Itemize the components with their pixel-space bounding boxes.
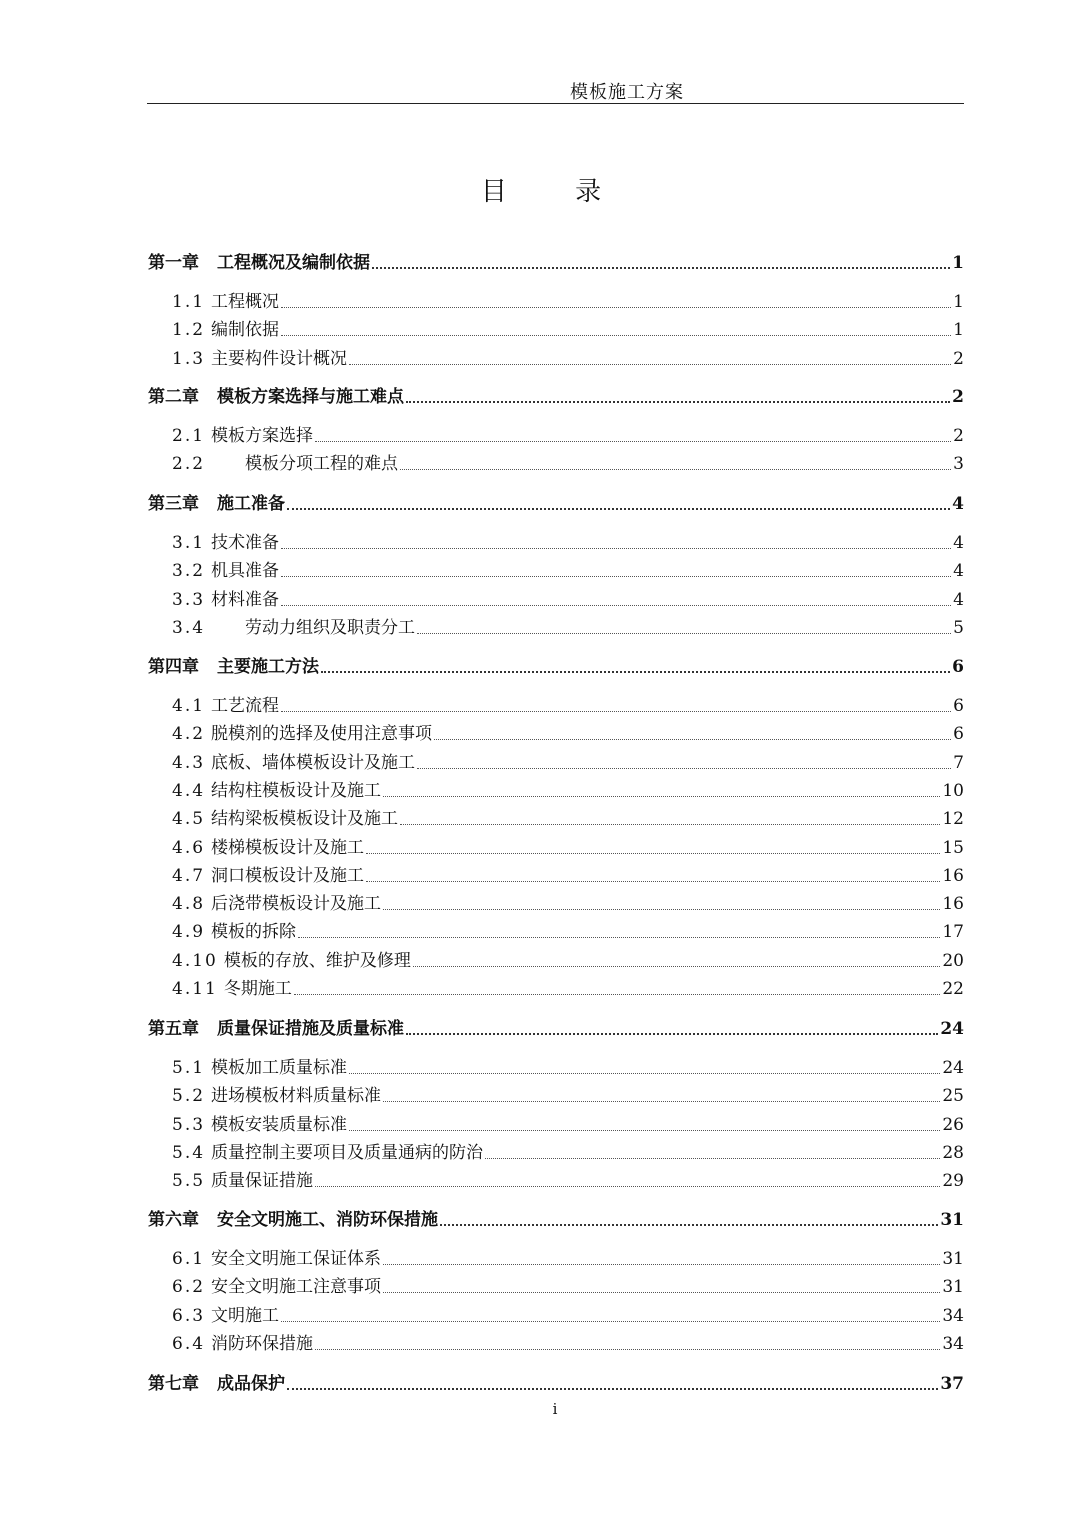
toc-chapter-entry[interactable] [148, 384, 964, 410]
toc-entry-number: 6.4 [172, 1333, 206, 1354]
toc-entry-number: 4.9 [172, 922, 206, 943]
toc-entry-title: 模板分项工程的难点 [245, 454, 399, 475]
toc-entry-number: 第六章 [148, 1210, 199, 1230]
header-rule [147, 103, 964, 104]
dot-leader [281, 605, 951, 606]
dot-leader [383, 1101, 940, 1102]
toc-chapter-entry[interactable] [148, 491, 964, 517]
toc-entry-page-number: 37 [940, 1374, 964, 1394]
toc-entry-title: 安全文明施工注意事项 [211, 1277, 382, 1298]
toc-entry-page-number: 16 [942, 894, 964, 915]
toc-entry-number: 3.1 [172, 533, 206, 553]
toc-entry-number: 1.2 [172, 320, 206, 341]
dot-leader [281, 1321, 940, 1322]
dot-leader [315, 1349, 940, 1350]
toc-entry-number: 4.3 [172, 752, 206, 773]
toc-entry-number: 第三章 [148, 494, 199, 514]
toc-entry-number: 1.3 [172, 348, 206, 369]
dot-leader [321, 671, 950, 673]
toc-section-entry[interactable] [148, 1274, 964, 1300]
toc-entry-page-number: 10 [942, 780, 964, 801]
toc-entry-title: 结构柱模板设计及施工 [211, 780, 382, 801]
toc-chapter-entry[interactable] [148, 1371, 964, 1397]
toc-entry-title: 技术准备 [211, 533, 280, 553]
toc-section-entry[interactable] [148, 863, 964, 889]
toc-entry-page-number: 1 [953, 292, 964, 312]
toc-entry-number: 5.2 [172, 1086, 206, 1107]
toc-entry-page-number: 6 [952, 657, 964, 677]
toc-section-entry[interactable] [148, 835, 964, 861]
toc-chapter-entry[interactable] [148, 654, 964, 680]
dot-leader [366, 881, 940, 882]
toc-entry-page-number: 26 [942, 1114, 964, 1135]
dot-leader [406, 1033, 938, 1035]
toc-entry-page-number: 3 [953, 454, 964, 475]
toc-entry-page-number: 25 [942, 1086, 964, 1107]
toc-title: 目 录 [480, 177, 632, 208]
dot-leader [281, 335, 951, 336]
toc-entry-page-number: 24 [940, 1019, 964, 1039]
toc-entry-title: 成品保护 [217, 1374, 285, 1394]
toc-entry-page-number: 1 [953, 320, 964, 341]
dot-leader [383, 1292, 940, 1293]
toc-entry-number: 6.3 [172, 1305, 206, 1326]
dot-leader [298, 937, 940, 938]
toc-entry-number: 6.2 [172, 1277, 206, 1298]
toc-entry-title: 洞口模板设计及施工 [211, 865, 365, 886]
toc-entry-number: 第五章 [148, 1019, 199, 1039]
toc-entry-title: 文明施工 [211, 1305, 280, 1326]
dot-leader [366, 853, 940, 854]
toc-entry-page-number: 2 [953, 348, 964, 369]
toc-entry-page-number: 31 [942, 1277, 964, 1298]
dot-leader [281, 576, 951, 577]
running-header: 模板施工方案 [570, 82, 684, 103]
toc-entry-title: 模板方案选择与施工难点 [217, 387, 404, 407]
toc-entry-page-number: 4 [952, 494, 964, 514]
toc-entry-number: 2.1 [172, 426, 206, 446]
dot-leader [281, 548, 951, 549]
dot-leader [372, 267, 950, 269]
toc-entry-number: 5.4 [172, 1142, 206, 1163]
toc-section-entry[interactable] [148, 423, 964, 449]
toc-section-entry[interactable] [148, 778, 964, 804]
toc-entry-title: 模板的存放、维护及修理 [223, 950, 411, 971]
toc-section-entry[interactable] [148, 530, 964, 556]
toc-entry-page-number: 34 [942, 1305, 964, 1326]
toc-entry-page-number: 34 [942, 1333, 964, 1354]
toc-entry-page-number: 22 [942, 979, 964, 999]
toc-entry-title: 模板的拆除 [211, 922, 297, 943]
toc-section-entry[interactable] [148, 451, 964, 477]
toc-entry-title: 工程概况及编制依据 [217, 253, 370, 273]
toc-entry-title: 机具准备 [211, 561, 280, 582]
toc-entry-number: 2.2 [172, 454, 206, 475]
toc-entry-number: 4.5 [172, 809, 206, 830]
toc-entry-page-number: 1 [952, 253, 964, 273]
toc-section-entry[interactable] [148, 346, 964, 372]
toc-section-entry[interactable] [148, 615, 964, 641]
dot-leader [287, 1388, 938, 1390]
toc-entry-title: 底板、墙体模板设计及施工 [211, 752, 416, 773]
dot-leader [383, 1264, 940, 1265]
toc-entry-page-number: 20 [942, 950, 964, 971]
toc-entry-number: 第七章 [148, 1374, 199, 1394]
toc-entry-page-number: 15 [942, 837, 964, 858]
toc-section-entry[interactable] [148, 721, 964, 747]
toc-entry-number: 5.3 [172, 1114, 206, 1135]
toc-section-entry[interactable] [148, 1140, 964, 1166]
toc-entry-number: 4.8 [172, 894, 206, 915]
toc-entry-page-number: 29 [942, 1171, 964, 1192]
toc-entry-number: 4.1 [172, 696, 206, 716]
toc-section-entry[interactable] [148, 948, 964, 974]
dot-leader [315, 1186, 940, 1187]
toc-entry-number: 4.6 [172, 837, 206, 858]
toc-section-entry[interactable] [148, 750, 964, 776]
toc-entry-number: 第二章 [148, 387, 199, 407]
toc-section-entry[interactable] [148, 1112, 964, 1138]
toc-entry-title: 劳动力组织及职责分工 [245, 617, 416, 638]
toc-entry-page-number: 12 [942, 809, 964, 830]
dot-leader [434, 739, 951, 740]
toc-entry-title: 主要构件设计概况 [211, 348, 348, 369]
toc-entry-number: 3.3 [172, 589, 206, 610]
toc-entry-title: 结构梁板模板设计及施工 [211, 809, 399, 830]
toc-entry-page-number: 4 [953, 561, 964, 582]
dot-leader [417, 768, 951, 769]
toc-entry-page-number: 31 [940, 1210, 964, 1230]
toc-entry-number: 6.1 [172, 1249, 206, 1269]
toc-entry-title: 模板加工质量标准 [211, 1058, 348, 1078]
toc-entry-page-number: 24 [942, 1058, 964, 1078]
toc-section-entry[interactable] [148, 1246, 964, 1272]
toc-entry-title: 安全文明施工、消防环保措施 [217, 1210, 438, 1230]
toc-chapter-entry[interactable] [148, 250, 964, 276]
toc-entry-page-number: 2 [952, 387, 964, 407]
toc-section-entry[interactable] [148, 587, 964, 613]
toc-section-entry[interactable] [148, 1331, 964, 1357]
toc-entry-title: 施工准备 [217, 494, 285, 514]
toc-section-entry[interactable] [148, 1055, 964, 1081]
dot-leader [413, 966, 941, 967]
dot-leader [417, 633, 951, 634]
toc-chapter-entry[interactable] [148, 1016, 964, 1042]
toc-entry-number: 3.2 [172, 561, 206, 582]
toc-entry-number: 4.4 [172, 780, 206, 801]
toc-entry-page-number: 17 [942, 922, 964, 943]
dot-leader [383, 796, 940, 797]
dot-leader [294, 994, 941, 995]
toc-entry-title: 楼梯模板设计及施工 [211, 837, 365, 858]
footer-page-number: i [552, 1400, 558, 1418]
toc-section-entry[interactable] [148, 1168, 964, 1194]
toc-entry-page-number: 5 [953, 617, 964, 638]
toc-entry-number: 4.11 [172, 979, 218, 999]
dot-leader [281, 307, 951, 308]
toc-entry-title: 后浇带模板设计及施工 [211, 894, 382, 915]
dot-leader [406, 401, 950, 403]
toc-entry-page-number: 4 [953, 589, 964, 610]
toc-entry-number: 5.5 [172, 1171, 206, 1192]
toc-entry-title: 材料准备 [211, 589, 280, 610]
toc-entry-title: 质量保证措施 [211, 1171, 314, 1192]
toc-entry-page-number: 28 [942, 1142, 964, 1163]
toc-entry-number: 第四章 [148, 657, 199, 677]
toc-chapter-entry[interactable] [148, 1207, 964, 1233]
toc-entry-title: 编制依据 [211, 320, 280, 341]
toc-section-entry[interactable] [148, 317, 964, 343]
toc-entry-title: 冬期施工 [223, 979, 292, 999]
toc-entry-page-number: 16 [942, 865, 964, 886]
toc-entry-number: 5.1 [172, 1058, 206, 1078]
toc-section-entry[interactable] [148, 693, 964, 719]
toc-entry-page-number: 7 [953, 752, 964, 773]
toc-entry-number: 4.7 [172, 865, 206, 886]
dot-leader [315, 441, 951, 442]
toc-entry-title: 进场模板材料质量标准 [211, 1086, 382, 1107]
toc-entry-number: 4.10 [172, 950, 218, 971]
toc-entry-title: 工程概况 [211, 292, 280, 312]
dot-leader [281, 711, 951, 712]
toc-section-entry[interactable] [148, 1083, 964, 1109]
dot-leader [400, 469, 951, 470]
toc-entry-page-number: 2 [953, 426, 964, 446]
dot-leader [349, 364, 951, 365]
toc-entry-title: 安全文明施工保证体系 [211, 1249, 382, 1269]
dot-leader [287, 508, 950, 510]
toc-section-entry[interactable] [148, 1303, 964, 1329]
toc-entry-title: 质量控制主要项目及质量通病的防治 [211, 1142, 484, 1163]
toc-section-entry[interactable] [148, 806, 964, 832]
dot-leader [349, 1130, 940, 1131]
toc-entry-number: 第一章 [148, 253, 199, 273]
toc-section-entry[interactable] [148, 891, 964, 917]
dot-leader [349, 1073, 940, 1074]
toc-section-entry[interactable] [148, 558, 964, 584]
toc-entry-page-number: 4 [953, 533, 964, 553]
toc-entry-page-number: 6 [953, 724, 964, 745]
toc-section-entry[interactable] [148, 289, 964, 315]
toc-entry-title: 工艺流程 [211, 696, 280, 716]
toc-entry-number: 1.1 [172, 292, 206, 312]
dot-leader [485, 1158, 940, 1159]
toc-entry-page-number: 6 [953, 696, 964, 716]
toc-entry-title: 脱模剂的选择及使用注意事项 [211, 724, 433, 745]
toc-entry-title: 消防环保措施 [211, 1333, 314, 1354]
toc-entry-title: 主要施工方法 [217, 657, 319, 677]
toc-section-entry[interactable] [148, 919, 964, 945]
toc-entry-title: 质量保证措施及质量标准 [217, 1019, 404, 1039]
dot-leader [440, 1224, 938, 1226]
toc-entry-page-number: 31 [942, 1249, 964, 1269]
toc-entry-title: 模板安装质量标准 [211, 1114, 348, 1135]
toc-entry-title: 模板方案选择 [211, 426, 314, 446]
dot-leader [400, 824, 940, 825]
toc-entry-number: 3.4 [172, 617, 206, 638]
toc-section-entry[interactable] [148, 976, 964, 1002]
dot-leader [383, 909, 940, 910]
toc-entry-number: 4.2 [172, 724, 206, 745]
